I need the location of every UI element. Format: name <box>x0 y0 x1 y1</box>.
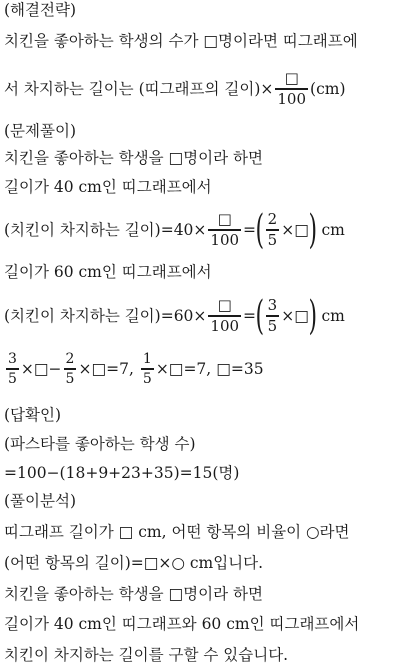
heading-text: (답확인) <box>4 406 62 424</box>
strategy-line-1 <box>4 31 398 51</box>
text: =100−(18+9+23+35)=15(명) <box>4 464 240 482</box>
solution-line-5 <box>4 293 398 339</box>
solution-line-3 <box>4 207 398 253</box>
analysis-line-1 <box>4 522 398 542</box>
text: 길이가 40 cm인 띠그래프와 60 cm인 띠그래프에서 <box>4 615 360 633</box>
fraction-numerator: 3 <box>8 351 17 368</box>
text: 서 차지하는 길이는 (띠그래프의 길이)× <box>4 80 274 98</box>
analysis-line-5 <box>4 645 398 665</box>
fraction-numerator: 2 <box>267 210 278 229</box>
fraction-numerator: 3 <box>267 296 278 315</box>
answer-line-1 <box>4 434 398 454</box>
analysis-line-2 <box>4 553 398 573</box>
fraction-bar <box>64 368 77 369</box>
equals-sign: = <box>243 221 257 239</box>
section-heading-solution <box>4 121 398 141</box>
fraction-denominator: 5 <box>8 370 17 387</box>
fraction-numerator: □ <box>284 69 299 88</box>
text: ×□=7, <box>155 360 212 378</box>
heading-text: (문제풀이) <box>4 122 76 140</box>
fraction <box>6 352 19 385</box>
fraction-denominator: 100 <box>277 89 307 108</box>
fraction-denominator: 5 <box>65 370 75 387</box>
left-paren: ( <box>255 293 265 339</box>
fraction-numerator: □ <box>217 296 232 315</box>
fraction-denominator: 5 <box>142 370 152 387</box>
fraction <box>64 352 77 385</box>
fraction <box>266 298 280 333</box>
fraction <box>266 212 280 247</box>
section-heading-answer <box>4 405 398 425</box>
text: (파스타를 좋아하는 학생 수) <box>4 435 196 453</box>
text: 길이가 60 cm인 띠그래프에서 <box>4 263 212 281</box>
heading-text: (풀이분석) <box>4 492 76 510</box>
analysis-line-4 <box>4 614 398 634</box>
unit-text: cm <box>321 307 345 325</box>
fraction-numerator: 1 <box>142 351 152 368</box>
analysis-line-3 <box>4 584 398 604</box>
text: 길이가 40 cm인 띠그래프에서 <box>4 178 212 196</box>
text: 치킨을 좋아하는 학생을 □명이라 하면 <box>4 149 263 167</box>
fraction-denominator: 5 <box>267 316 278 335</box>
fraction-numerator: □ <box>217 210 232 229</box>
fraction-bar <box>141 368 154 369</box>
text: (치킨이 차지하는 길이)=60× <box>4 307 207 325</box>
unit-text: cm <box>321 221 345 239</box>
text: (어떤 항목의 길이)=□×○ cm입니다. <box>4 554 264 572</box>
unit-text: (cm) <box>310 80 346 98</box>
answer-line-2 <box>4 463 398 483</box>
text: ×□=7, <box>78 360 134 378</box>
fraction <box>275 71 308 106</box>
result-text: □=35 <box>216 360 264 378</box>
text: ×□ <box>281 307 309 325</box>
solution-line-4 <box>4 262 398 282</box>
right-paren: ) <box>308 207 317 253</box>
left-paren: ( <box>255 207 265 253</box>
fraction-numerator: 2 <box>65 351 75 368</box>
text: 치킨을 좋아하는 학생을 □명이라 하면 <box>4 585 263 603</box>
text: 치킨이 차지하는 길이를 구할 수 있습니다. <box>4 646 289 664</box>
section-heading-strategy <box>4 0 398 20</box>
text: (치킨이 차지하는 길이)=40× <box>4 221 207 239</box>
text: ×□− <box>20 360 62 378</box>
section-heading-analysis <box>4 491 398 511</box>
fraction-denominator: 5 <box>267 230 278 249</box>
fraction-denominator: 100 <box>210 230 240 249</box>
fraction-denominator: 100 <box>210 316 240 335</box>
solution-line-6 <box>4 349 398 389</box>
fraction <box>208 298 241 333</box>
text: ×□ <box>281 221 309 239</box>
fraction <box>141 352 154 385</box>
solution-line-1 <box>4 148 398 168</box>
text: 띠그래프 길이가 □ cm, 어떤 항목의 비율이 ○라면 <box>4 523 350 541</box>
strategy-line-2 <box>4 70 398 108</box>
fraction <box>208 212 241 247</box>
solution-line-2 <box>4 177 398 197</box>
text: 치킨을 좋아하는 학생의 수가 □명이라면 띠그래프에 <box>4 32 358 50</box>
heading-text: (해결전략) <box>4 1 76 19</box>
right-paren: ) <box>308 293 317 339</box>
fraction-bar <box>6 368 19 369</box>
equals-sign: = <box>243 307 257 325</box>
